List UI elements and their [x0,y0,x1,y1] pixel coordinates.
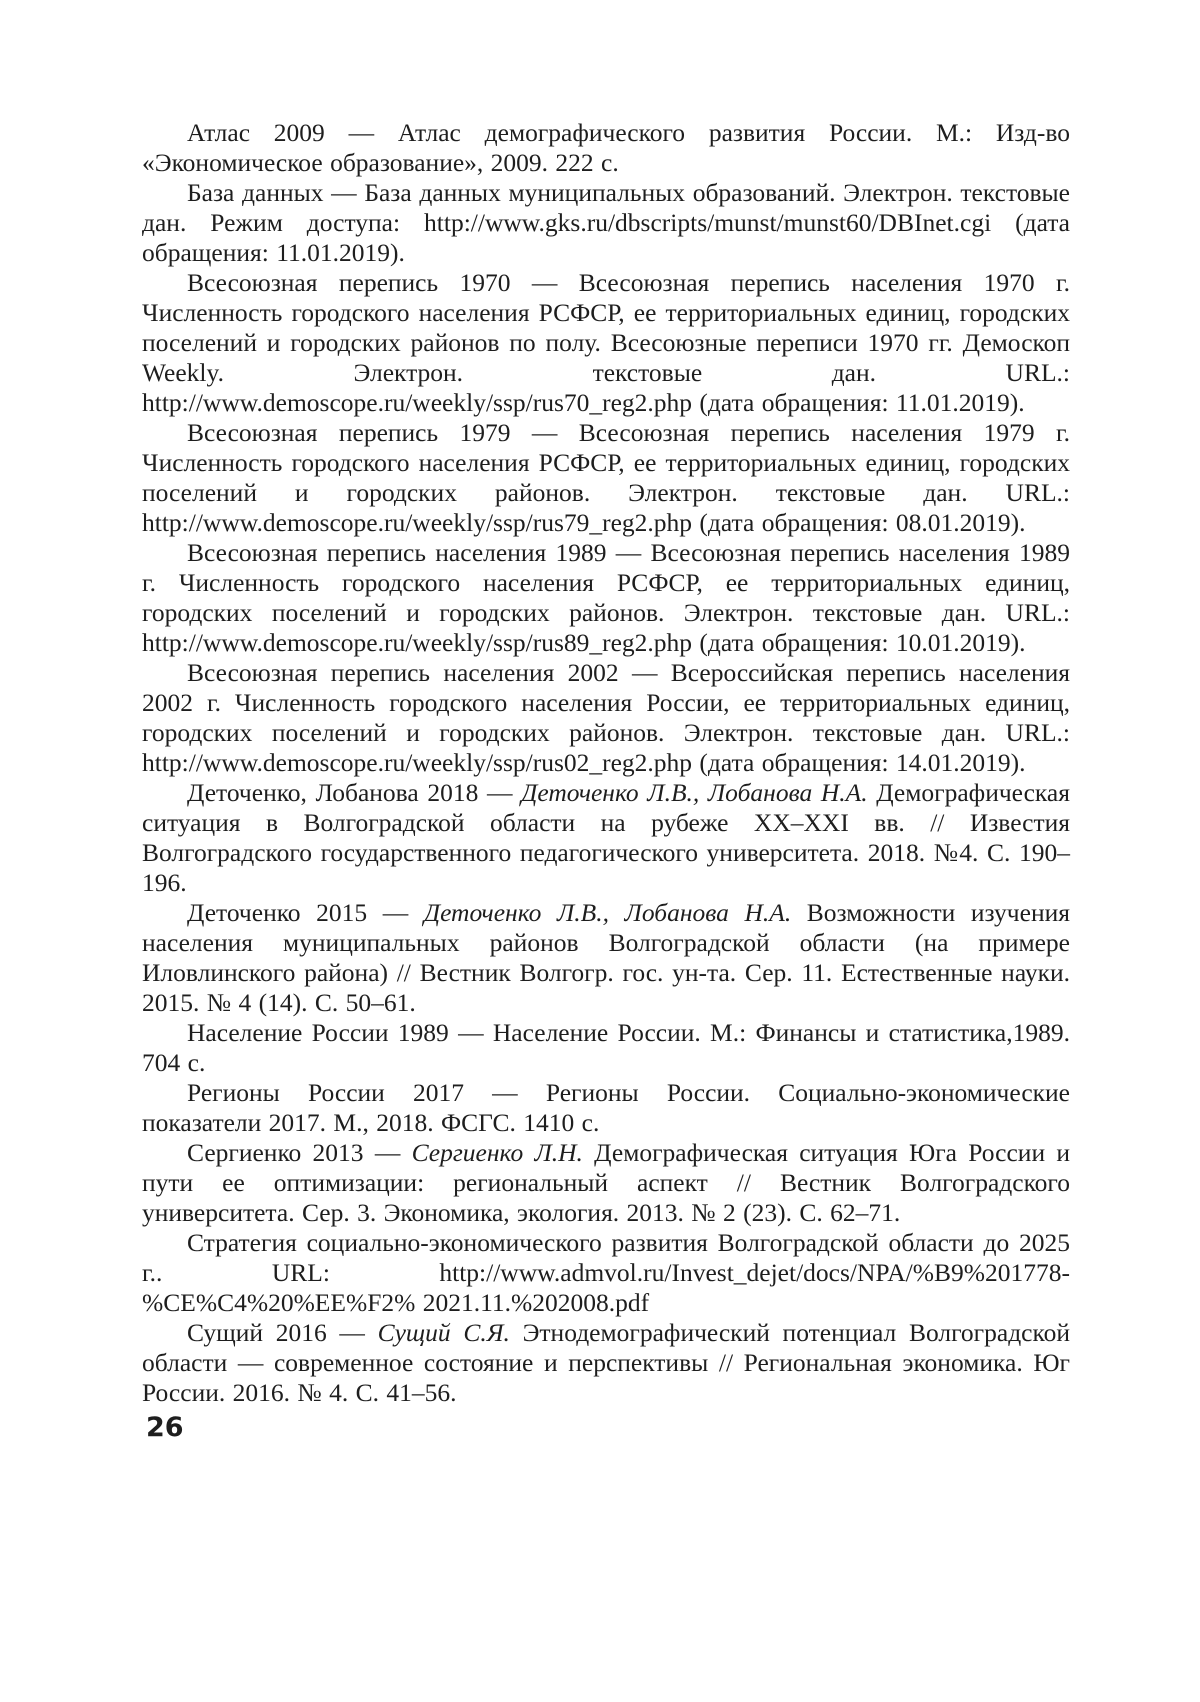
reference-text: Регионы России 2017 — Регионы России. Социально-экономические показатели 2017. М., 2018. ФСГС. 1410 с. [142,1078,1070,1137]
reference-authors-italic: Деточенко Л.В., Лобанова Н.А. [423,898,792,927]
reference-text: Демографическая ситуация в Волгоградской области на рубеже XX–XXI вв. // Известия Волгоградского государственного педагогического университета. 2018. №4. С. 190–196. [142,778,1070,897]
reference-entry [142,268,1070,418]
reference-entry [142,1138,1070,1228]
reference-text: Всесоюзная перепись населения 2002 — Всероссийская перепись населения 2002 г. Численность городского населения России, ее территориальных единиц, городских поселений и городских районов. Электрон. текстовые дан. URL.: http://www.demoscope.ru/weekly/ssp/rus02_reg2.php (дата обращения: 14.01.2019). [142,658,1070,777]
reference-entry [142,1318,1070,1408]
references-list [142,118,1070,1408]
reference-entry [142,418,1070,538]
reference-entry [142,658,1070,778]
reference-text: Демографическая ситуация Юга России и пути ее оптимизации: региональный аспект // Вестник Волгоградского университета. Сер. 3. Экономика, экология. 2013. № 2 (23). С. 62–71. [142,1138,1070,1227]
reference-text: Сущий 2016 — [187,1318,378,1347]
reference-text: Население России 1989 — Население России. М.: Финансы и статистика,1989. 704 с. [142,1018,1070,1077]
reference-entry [142,898,1070,1018]
reference-text: Деточенко 2015 — [187,898,424,927]
reference-authors-italic: Сергиенко Л.Н. [411,1138,583,1167]
reference-authors-italic: Деточенко Л.В., Лобанова Н.А. [521,778,868,807]
page-number: 26 [146,1412,184,1443]
reference-text: Сергиенко 2013 — [187,1138,412,1167]
reference-entry [142,1018,1070,1078]
reference-text: Всесоюзная перепись 1970 — Всесоюзная перепись населения 1970 г. Численность городского населения РСФСР, ее территориальных единиц, городских поселений и городских районов по полу. Всесоюзные переписи 1970 гг. Демоскоп Weekly. Электрон. текстовые дан. URL.: http://www.demoscope.ru/weekly/ssp/rus70_reg2.php (дата обращения: 11.01.2019). [142,268,1070,417]
reference-entry [142,118,1070,178]
reference-entry [142,538,1070,658]
reference-text: Деточенко, Лобанова 2018 — [187,778,522,807]
reference-text: Всесоюзная перепись населения 1989 — Всесоюзная перепись населения 1989 г. Численность городского населения РСФСР, ее территориальных единиц, городских поселений и городских районов. Электрон. текстовые дан. URL.: http://www.demoscope.ru/weekly/ssp/rus89_reg2.php (дата обращения: 10.01.2019). [142,538,1070,657]
reference-entry [142,178,1070,268]
reference-authors-italic: Сущий С.Я. [377,1318,510,1347]
reference-text: Всесоюзная перепись 1979 — Всесоюзная перепись населения 1979 г. Численность городского населения РСФСР, ее территориальных единиц, городских поселений и городских районов. Электрон. текстовые дан. URL.: http://www.demoscope.ru/weekly/ssp/rus79_reg2.php (дата обращения: 08.01.2019). [142,418,1070,537]
reference-text: База данных — База данных муниципальных образований. Электрон. текстовые дан. Режим доступа: http://www.gks.ru/dbscripts/munst/munst60/DBInet.cgi (дата обращения: 11.01.2019). [142,178,1070,267]
reference-entry [142,1228,1070,1318]
reference-text: Возможности изучения населения муниципальных районов Волгоградской области (на примере Иловлинского района) // Вестник Волгогр. гос. ун-та. Сер. 11. Естественные науки. 2015. № 4 (14). С. 50–61. [142,898,1070,1017]
reference-entry [142,778,1070,898]
reference-text: Атлас 2009 — Атлас демографического развития России. М.: Изд-во «Экономическое образование», 2009. 222 с. [142,118,1070,177]
reference-text: Этнодемографический потенциал Волгоградской области — современное состояние и перспективы // Региональная экономика. Юг России. 2016. № 4. С. 41–56. [142,1318,1070,1407]
reference-entry [142,1078,1070,1138]
reference-text: Стратегия социально-экономического развития Волгоградской области до 2025 г.. URL: http://www.admvol.ru/Invest_dejet/docs/NPA/%B9%201778-%CE%C4%20%EE%F2% 2021.11.%202008.pdf [142,1228,1070,1317]
